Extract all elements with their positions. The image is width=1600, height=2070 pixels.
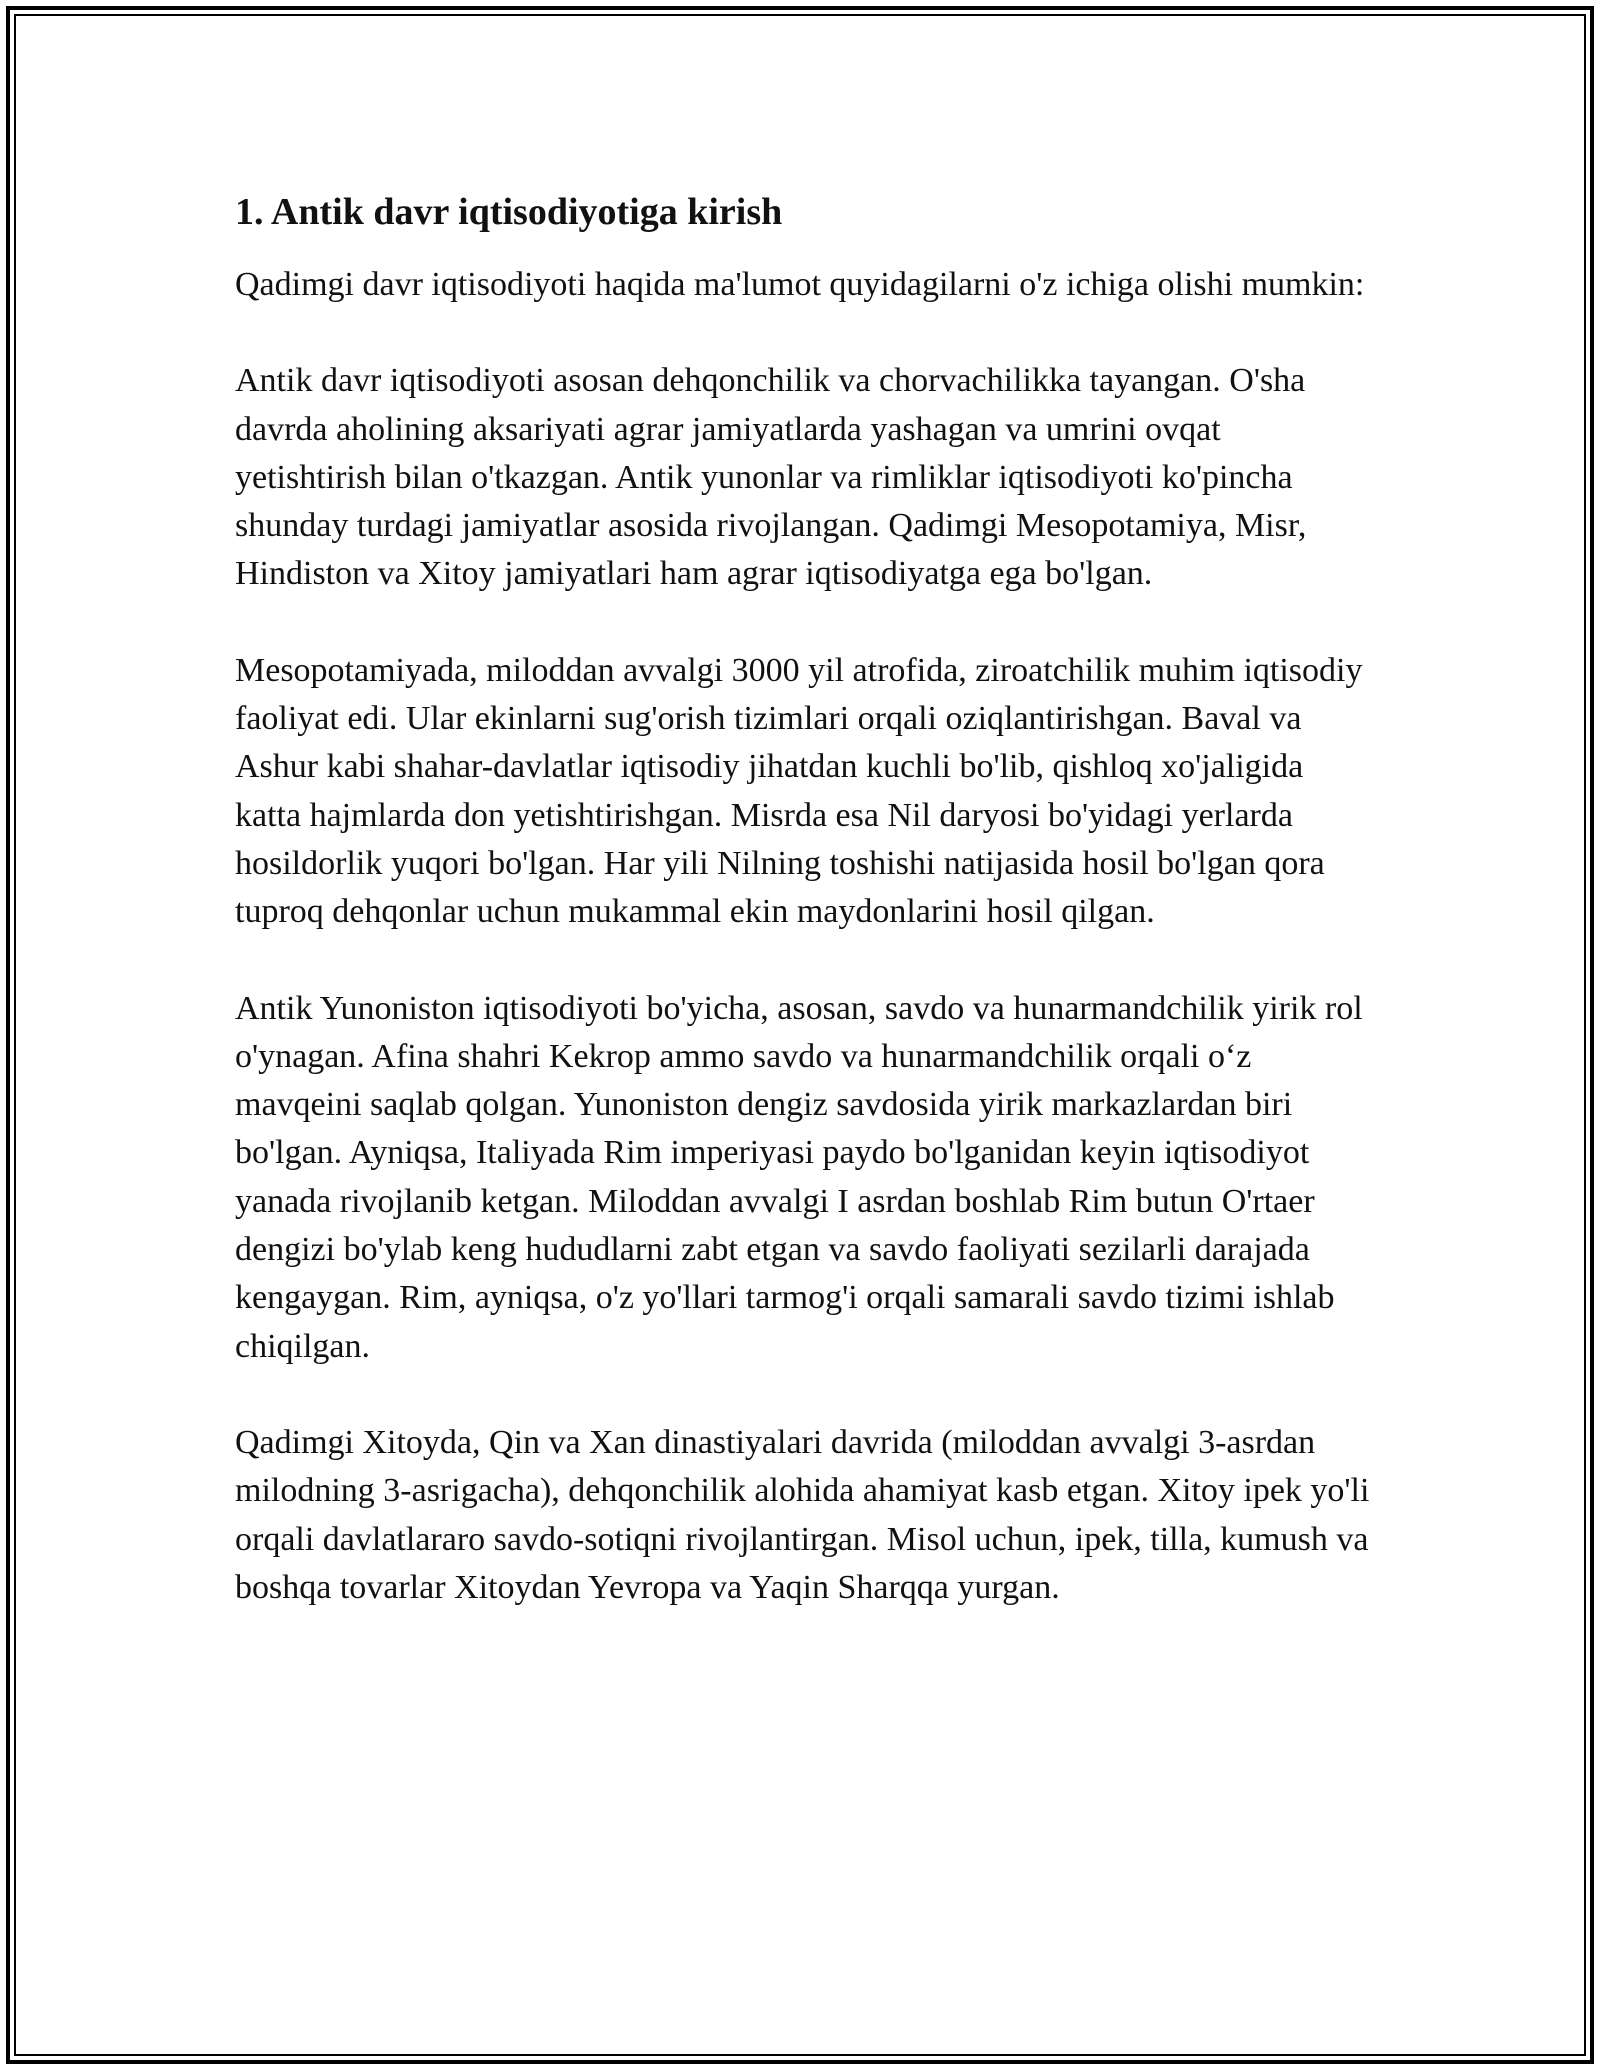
paragraph-agrarian-economy: Antik davr iqtisodiyoti asosan dehqonchilik va chorvachilikka tayangan. O'sha davrda aholining aksariyati agrar jamiyatlarda yashagan va umrini ovqat yetishtirish bilan o'tkazgan. Antik yunonlar va rimliklar iqtisodiyoti ko'pincha shunday turdagi jamiyatlar asosida rivojlangan. Qadimgi Mesopotamiya, Misr, Hindiston va Xitoy jamiyatlari ham agrar iqtisodiyatga ega bo'lgan. bbox=[235, 362, 1307, 593]
paragraph-mesopotamia-egypt: Mesopotamiyada, miloddan avvalgi 3000 yil atrofida, ziroatchilik muhim iqtisodiy faoliyat edi. Ular ekinlarni sug'orish tizimlari orqali oziqlantirishgan. Baval va Ashur kabi shahar-davlatlar iqtisodiy jihatdan kuchli bo'lib, qishloq xo'jaligida katta hajmlarda don yetishtirishgan. Misrda esa Nil daryosi bo'yidagi yerlarda hosildorlik yuqori bo'lgan. Har yili Nilning toshishi natijasida hosil bo'lgan qora tuproq dehqonlar uchun mukammal ekin maydonlarini hosil qilgan. bbox=[235, 651, 1363, 931]
paragraph-china: Qadimgi Xitoyda, Qin va Xan dinastiyalari davrida (miloddan avvalgi 3-asrdan milodning 3-asrigacha), dehqonchilik alohida ahamiyat kasb etgan. Xitoy ipek yo'li orqali davlatlararo savdo-sotiqni rivojlantirgan. Misol uchun, ipek, tilla, kumush va boshqa tovarlar Xitoydan Yevropa va Yaqin Sharqqa yurgan. bbox=[235, 1423, 1370, 1606]
paragraph-greece-rome: Antik Yunoniston iqtisodiyoti bo'yicha, asosan, savdo va hunarmandchilik yirik rol o'ynagan. Afina shahri Kekrop ammo savdo va hunarmandchilik orqali o‘z mavqeini saqlab qolgan. Yunoniston dengiz savdosida yirik markazlardan biri bo'lgan. Ayniqsa, Italiyada Rim imperiyasi paydo bo'lganidan keyin iqtisodiyot yanada rivojlanib ketgan. Miloddan avvalgi I asrdan boshlab Rim butun O'rtaer dengizi bo'ylab keng hududlarni zabt etgan va savdo faoliyati sezilarli darajada kengaygan. Rim, ayniqsa, o'z yo'llari tarmog'i orqali samarali savdo tizimi ishlab chiqilgan. bbox=[235, 989, 1363, 1365]
document-body bbox=[235, 185, 1375, 1660]
section-heading: 1. Antik davr iqtisodiyotiga kirish bbox=[235, 191, 783, 233]
paragraph-intro: Qadimgi davr iqtisodiyoti haqida ma'lumot quyidagilarni o'z ichiga olishi mumkin: bbox=[235, 266, 1365, 303]
